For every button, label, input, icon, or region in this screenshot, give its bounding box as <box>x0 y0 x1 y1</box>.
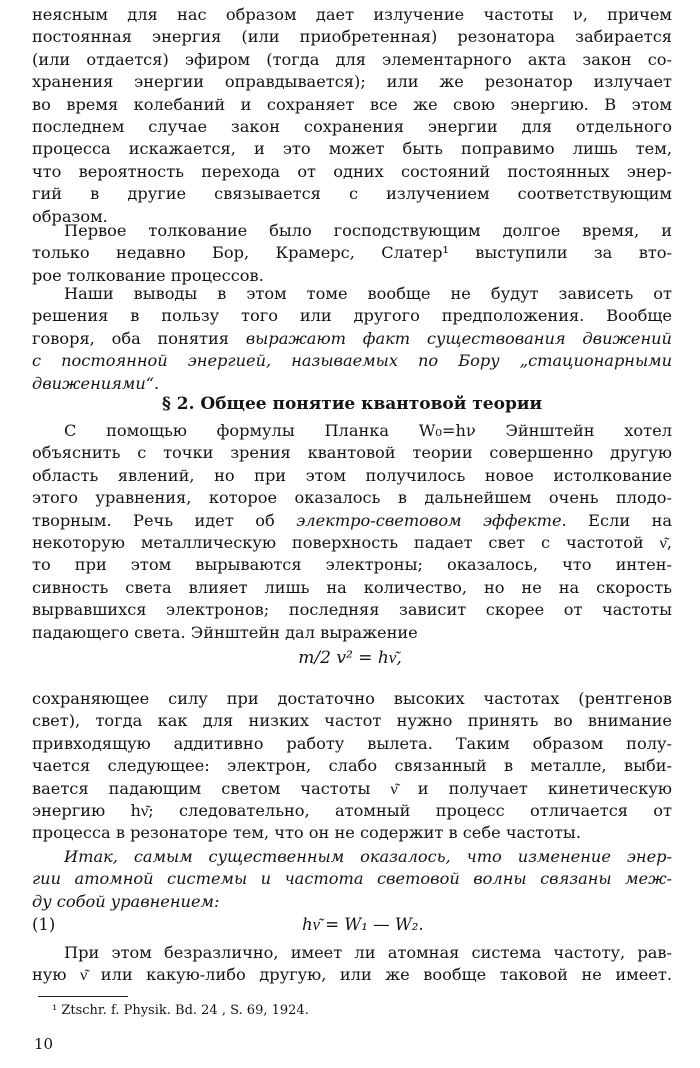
paragraph-4 <box>32 420 672 644</box>
text-line: неясным для нас образом дает излучение частоты ν, причем <box>32 5 672 24</box>
text-line: свет), тогда как для низких частот нужно принять во внимание <box>32 711 672 731</box>
text-line: падающего света. Эйнштейн дал выражение <box>32 622 418 642</box>
equation-number: (1) <box>32 915 56 934</box>
text-line: процесса искажается, и это может быть поправимо лишь тем, <box>32 139 672 159</box>
italic-span: движениями“. <box>32 373 160 393</box>
paragraph-6 <box>32 846 672 913</box>
text-span: Если на <box>566 510 672 530</box>
text-line: во время колебаний и сохраняет все же свою энергию. В этом <box>32 94 672 114</box>
text-line: этого уравнения, которое оказалось в дальнейшем очень плодо- <box>32 488 672 508</box>
text-line: область явлений, но при этом получилось новое истолкование <box>32 465 672 485</box>
text-line: некоторую металлическую поверхность падает свет с частотой ν͂, <box>32 532 672 552</box>
text-line: привходящую аддитивно работу вылета. Таким образом полу- <box>32 733 672 753</box>
text-line: решения в пользу того или другого предположения. Вообще <box>32 306 672 326</box>
text-line: процесса в резонаторе тем, что он не содержит в себе частоты. <box>32 823 581 843</box>
text-line: образом. <box>32 206 108 226</box>
text-line: то при этом вырываются электроны; оказалось, что интен- <box>32 555 672 575</box>
text-line: гий в другие связывается с излучением соответствующим <box>32 184 672 204</box>
footnote: ¹ Ztschr. f. Physik. Bd. 24 , S. 69, 1924. <box>52 1003 309 1018</box>
text-line <box>32 328 672 350</box>
footnote-rule <box>38 996 128 997</box>
italic-span: с постоянной энергией, называемых по Бору „стационарными <box>32 351 672 371</box>
formula-einstein: m/2 v² = hν͂, <box>298 648 402 668</box>
text-line: Наши выводы в этом томе вообще не будут зависеть от <box>64 284 672 303</box>
text-line: ду собой уравнением: <box>32 891 220 911</box>
section-heading: § 2. Общее понятие квантовой теории <box>161 394 543 414</box>
equation-1 <box>32 912 672 938</box>
equation-body: hν͂ = W₁ — W₂. <box>302 915 424 934</box>
text-line <box>32 350 672 372</box>
text-line: объяснить с точки зрения квантовой теории совершенно другую <box>32 443 672 463</box>
text-line <box>32 510 672 532</box>
paragraph-7 <box>32 942 672 987</box>
italic-span: выражают факт существования движений <box>245 328 672 348</box>
text-line: хранения энергии оправдывается); или же резонатор излучает <box>32 72 672 92</box>
text-line: последнем случае закон сохранения энергии для отдельного <box>32 116 672 136</box>
text-line: только недавно Бор, Крамерс, Слатер¹ выступили за вто- <box>32 243 672 263</box>
text-line: Первое толкование было господствующим долгое время, и <box>64 221 672 240</box>
text-line: вырвавшихся электронов; последняя зависит скорее от частоты <box>32 600 672 620</box>
text-line: гии атомной системы и частота световой волны связаны меж- <box>32 869 672 889</box>
text-line: чается следующее: электрон, слабо связанный в металле, выби- <box>32 756 672 776</box>
text-line: рое толкование процессов. <box>32 265 264 285</box>
text-line: С помощью формулы Планка W₀=hν Эйнштейн хотел <box>64 421 672 440</box>
text-line: постоянная энергия (или приобретенная) резонатора забирается <box>32 27 672 47</box>
text-line: энергию hν͂; следовательно, атомный процесс отличается от <box>32 800 672 820</box>
paragraph-2 <box>32 220 672 287</box>
text-line: сохраняющее силу при достаточно высоких частотах (рентгенов <box>32 689 672 708</box>
text-line: При этом безразлично, имеет ли атомная система частоту, рав- <box>64 943 672 962</box>
italic-span: электро-световом эффекте. <box>296 510 567 530</box>
page-number: 10 <box>34 1035 54 1053</box>
paragraph-1 <box>32 4 672 228</box>
text-line: сивность света влияет лишь на количество, но не на скорость <box>32 577 672 597</box>
text-line: (или отдается) эфиром (тогда для элементарного акта закон со- <box>32 49 672 69</box>
text-line: что вероятность перехода от одних состояний постоянных энер- <box>32 161 672 181</box>
paragraph-5 <box>32 688 672 845</box>
paragraph-3 <box>32 283 672 395</box>
text-line: Итак, самым существенным оказалось, что изменение энер- <box>64 847 672 866</box>
text-span: творным. Речь идет об <box>32 510 297 530</box>
text-line: ную ν͂ или какую-либо другую, или же вообще таковой не имеет. <box>32 965 672 985</box>
text-span: говоря, оба понятия <box>32 328 246 348</box>
text-line: вается падающим светом частоты ν͂ и получает кинетическую <box>32 778 672 798</box>
